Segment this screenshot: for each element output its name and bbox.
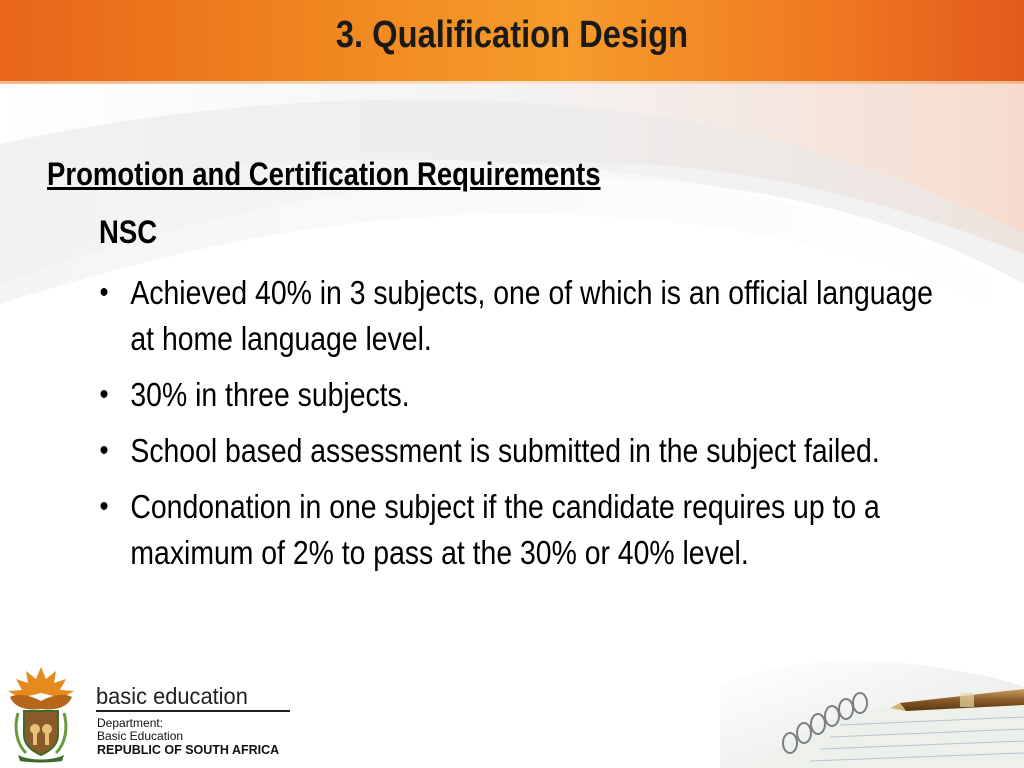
slide-title: 3. Qualification Design [335, 14, 689, 56]
subheading: Promotion and Certification Requirements [47, 156, 601, 192]
bullet-item [96, 270, 939, 362]
bullet-list [96, 270, 1024, 586]
coat-of-arms-icon [4, 663, 78, 763]
section-label: NSC [99, 214, 158, 250]
title-bar [0, 0, 1024, 84]
bullet-text: School based assessment is submitted in the subject failed. [130, 432, 880, 469]
bullet-text: Achieved 40% in 3 subjects, one of which is an official language at home language level. [130, 274, 933, 357]
bullet-marker: • [99, 490, 109, 523]
notebook-pen-photo [720, 625, 1024, 768]
bullet-text: Condonation in one subject if the candidate requires up to a maximum of 2% to pass at the 30% or 40% level. [130, 488, 880, 571]
bullet-marker: • [99, 276, 109, 309]
logo-department: Department: [97, 716, 164, 730]
logo-divider [96, 710, 290, 712]
bullet-item [96, 484, 939, 576]
bullet-item [96, 372, 939, 418]
bullet-item [96, 428, 939, 474]
bullet-marker: • [99, 434, 109, 467]
logo-republic: REPUBLIC OF SOUTH AFRICA [97, 743, 280, 757]
bullet-marker: • [99, 378, 109, 411]
logo-brand: basic education [96, 683, 248, 709]
bullet-text: 30% in three subjects. [130, 376, 410, 413]
logo-basic-education: Basic Education [97, 729, 184, 743]
